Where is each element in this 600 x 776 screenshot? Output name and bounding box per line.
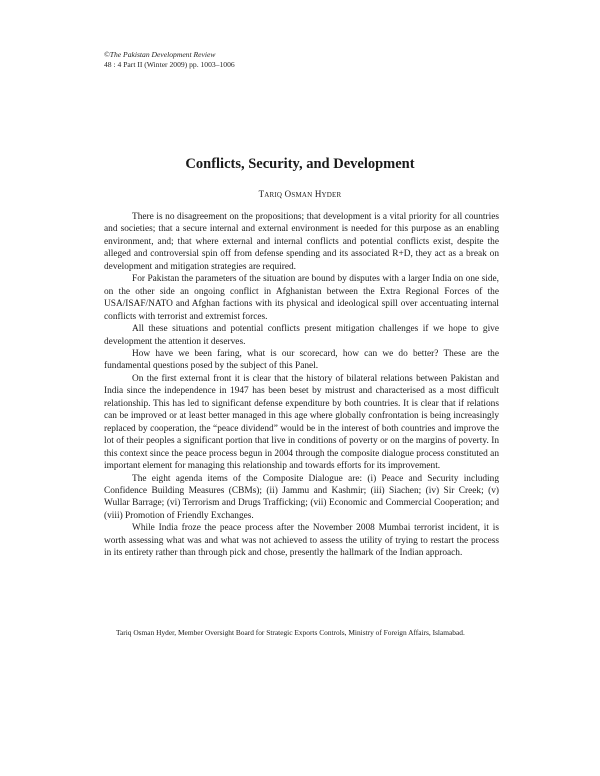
author-rest-1: ARIQ <box>264 191 283 199</box>
author-footnote: Tariq Osman Hyder, Member Oversight Board for Strategic Exports Controls, Ministry of Foreign Affairs, Islamabad. <box>116 628 465 637</box>
paragraph-2: For Pakistan the parameters of the situation are bound by disputes with a larger India on one side, on the other side an ongoing conflict in Afghanistan between the Extra Regional Forces of the USA/ISAF/NATO and Afghan factions with its physical and ideological spill over accentuating internal conflicts with terrorist and extremist forces. <box>104 274 499 322</box>
issue-info: 48 : 4 Part II (Winter 2009) pp. 1003–1006 <box>104 60 235 69</box>
article-body <box>104 211 499 560</box>
author-name <box>0 189 600 199</box>
journal-header <box>104 50 235 70</box>
article-title: Conflicts, Security, and Development <box>185 156 415 172</box>
paragraph-4: How have we been faring, what is our scorecard, how can we do better? These are the fundamental questions posed by the subject of this Panel. <box>104 348 499 372</box>
journal-name: ©The Pakistan Development Review <box>104 50 216 59</box>
author-rest-3: YDER <box>321 191 342 199</box>
author-rest-2: SMAN <box>291 191 313 199</box>
author-initial-1: T <box>258 189 265 199</box>
paragraph-6: The eight agenda items of the Composite Dialogue are: (i) Peace and Security including Confidence Building Measures (CBMs); (ii) Jammu and Kashmir; (iii) Siachen; (iv) Sir Creek; (v) Wullar Barrage; (vi) Terrorism and Drugs Trafficking; (vii) Economic and Commercial Cooperation; and (viii) Promotion of Friendly Exchanges. <box>104 473 499 521</box>
paragraph-3: All these situations and potential conflicts present mitigation challenges if we hope to give development the attention it deserves. <box>104 324 499 347</box>
author-initial-3: H <box>312 189 322 199</box>
paragraph-5: On the first external front it is clear that the history of bilateral relations between Pakistan and India since the independence in 1947 has been beset by mistrust and characterised as a most difficult relationship. This has led to significant defense expenditure by both countries. It is clear that if relations can be improved or at least better managed in this age where globally confrontation is being increasingly replaced by cooperation, the “peace dividend” would be in the interest of both countries and improve the lot of their peoples a significant portion that live in conditions of poverty or on the margins of poverty. In this context since the peace process begun in 2004 through the composite dialogue process constituted an important element for managing this relationship and towards efforts for its improvement. <box>104 373 499 472</box>
author-initial-2: O <box>282 189 292 199</box>
paragraph-1: There is no disagreement on the propositions; that development is a vital priority for all countries and societies; that a secure internal and external environment is needed for this purpose as an enabling environment, and; that where external and internal conflicts and potential conflicts exist, despite the alleged and controversial spin off from defense spending and its associated R+D, they act as a break on development and mitigation strategies are required. <box>104 212 499 272</box>
paragraph-7: While India froze the peace process after the November 2008 Mumbai terrorist incident, it is worth assessing what was and what was not achieved to assess the utility of trying to restart the process in its entirety rather than through pick and chose, presently the hallmark of the Indian approach. <box>104 523 499 559</box>
